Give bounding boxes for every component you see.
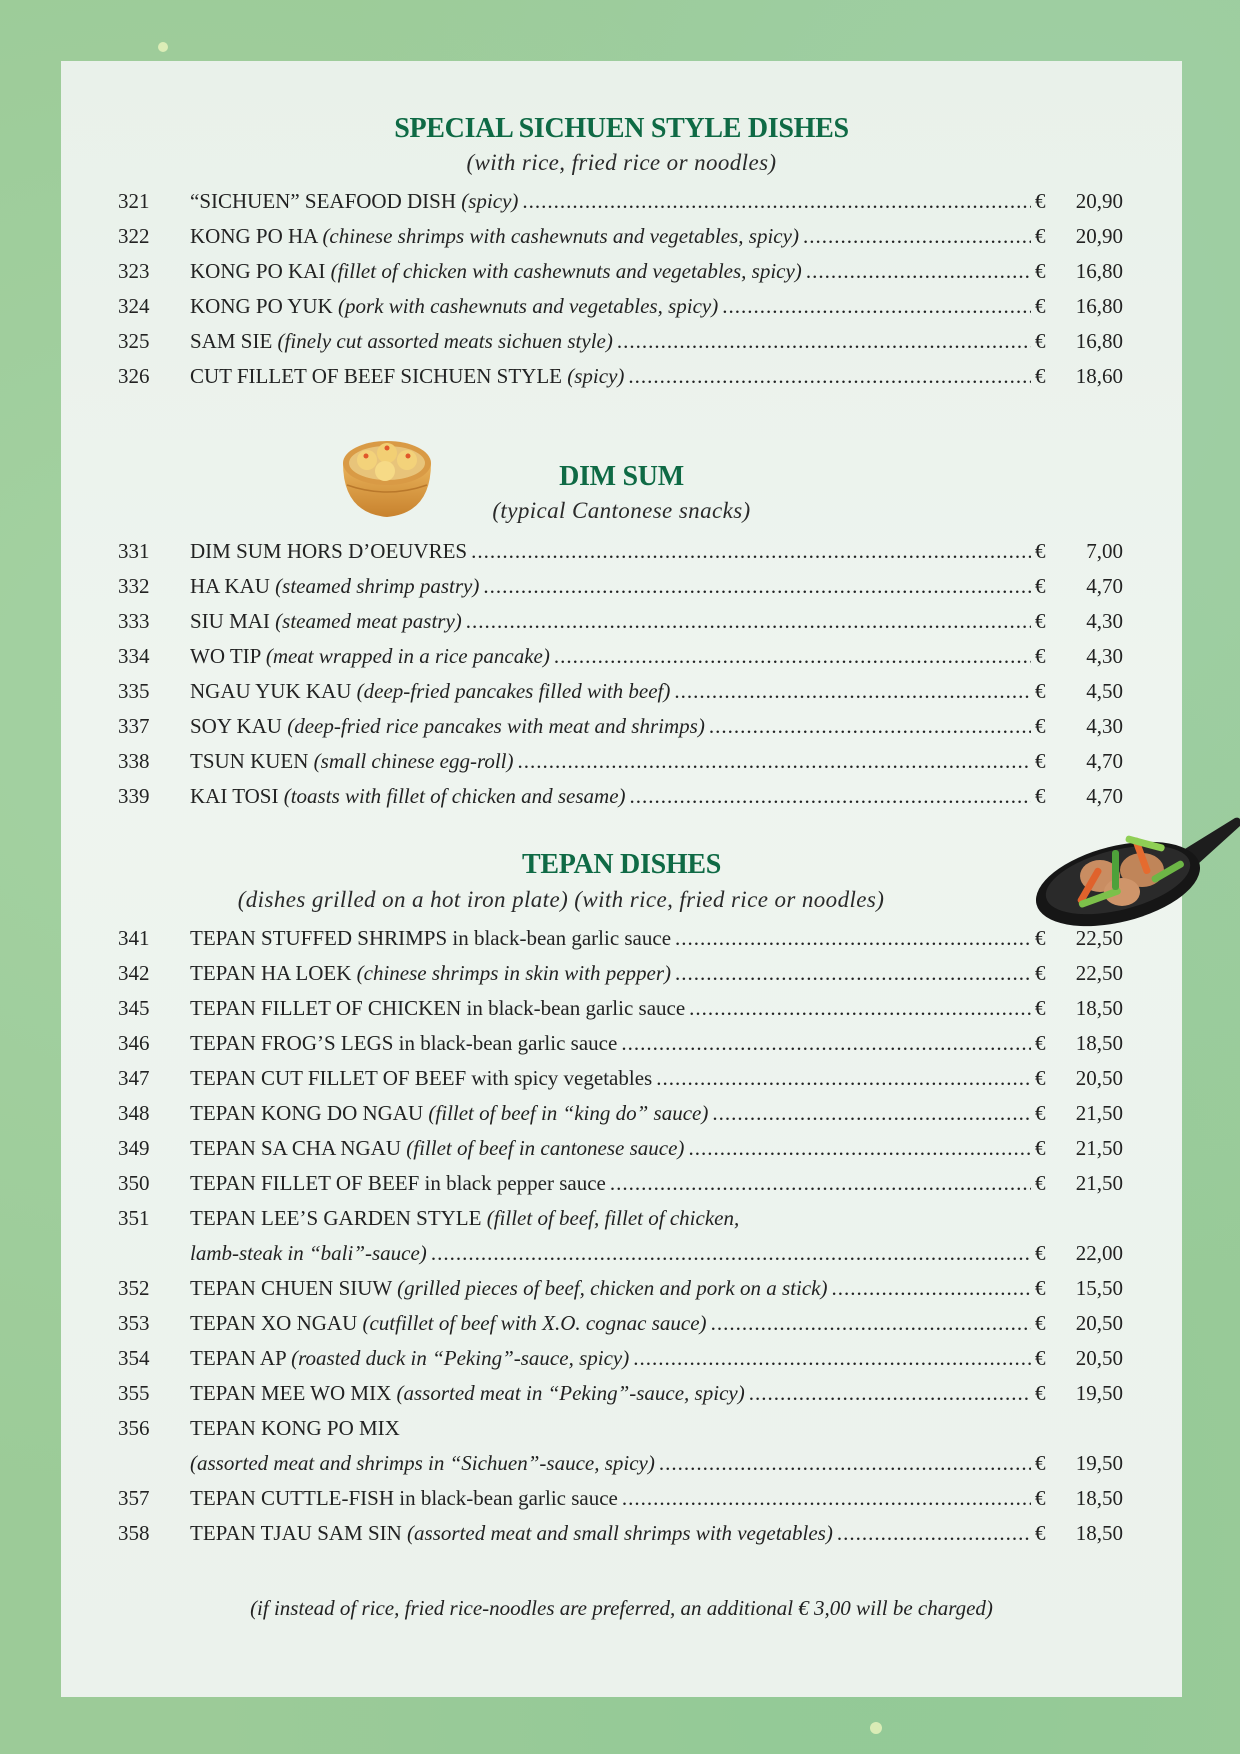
item-description: (assorted meat and small shrimps with vegetables) <box>407 1521 833 1545</box>
currency-symbol: € <box>1035 364 1046 388</box>
item-number: 355 <box>118 1381 150 1405</box>
item-price: 4,30 <box>1086 609 1123 633</box>
item-price: 16,80 <box>1075 259 1123 283</box>
currency-symbol: € <box>1035 1101 1046 1125</box>
item-price: 16,80 <box>1075 329 1123 353</box>
currency-symbol: € <box>1035 1486 1046 1510</box>
item-name: SIU MAI <box>190 609 270 633</box>
currency-symbol: € <box>1035 1171 1046 1195</box>
section-subtitle-sichuen: (with rice, fried rice or noodles) <box>466 150 777 175</box>
sizzling-skillet-icon <box>1030 812 1240 930</box>
item-name: KONG PO KAI <box>190 259 326 283</box>
item-number: 352 <box>118 1276 150 1300</box>
currency-symbol: € <box>1035 1066 1046 1090</box>
item-price: 21,50 <box>1075 1136 1123 1160</box>
leader-dots <box>466 609 1031 634</box>
menu-item <box>118 364 1123 394</box>
currency-symbol: € <box>1035 1031 1046 1055</box>
item-name: TEPAN XO NGAU <box>190 1311 358 1335</box>
leader-dots <box>675 926 1031 951</box>
item-number: 334 <box>118 644 150 668</box>
item-description: (steamed meat pastry) <box>275 609 462 633</box>
currency-symbol: € <box>1035 996 1046 1020</box>
currency-symbol: € <box>1035 539 1046 563</box>
item-name: SAM SIE <box>190 329 273 353</box>
currency-symbol: € <box>1035 679 1046 703</box>
leader-dots <box>610 1171 1031 1196</box>
item-description: (finely cut assorted meats sichuen style) <box>277 329 613 353</box>
currency-symbol: € <box>1035 294 1046 318</box>
menu-item-continuation <box>118 1451 1123 1481</box>
item-number: 341 <box>118 926 150 950</box>
leader-dots <box>659 1451 1031 1476</box>
item-description: (spicy) <box>567 364 625 388</box>
item-number: 326 <box>118 364 150 388</box>
item-price: 18,50 <box>1075 996 1123 1020</box>
item-name: TSUN KUEN <box>190 749 309 773</box>
item-number: 356 <box>118 1416 150 1440</box>
currency-symbol: € <box>1035 749 1046 773</box>
item-description: (assorted meat in “Peking”-sauce, spicy) <box>396 1381 745 1405</box>
item-description: (pork with cashewnuts and vegetables, spicy) <box>337 294 719 318</box>
menu-item <box>118 1381 1123 1411</box>
item-name: TEPAN HA LOEK <box>190 961 352 985</box>
leader-dots <box>431 1241 1031 1266</box>
item-number: 345 <box>118 996 150 1020</box>
item-price: 4,30 <box>1086 714 1123 738</box>
item-description: (meat wrapped in a rice pancake) <box>265 644 550 668</box>
item-price: 16,80 <box>1075 294 1123 318</box>
menu-item <box>118 784 1123 814</box>
currency-symbol: € <box>1035 1521 1046 1545</box>
item-number: 357 <box>118 1486 150 1510</box>
item-description: (fillet of beef in cantonese sauce) <box>406 1136 685 1160</box>
item-description: (spicy) <box>461 189 519 213</box>
currency-symbol: € <box>1035 574 1046 598</box>
leader-dots <box>837 1521 1031 1546</box>
menu-item <box>118 539 1123 569</box>
leader-dots <box>709 714 1031 739</box>
item-number: 323 <box>118 259 150 283</box>
item-description: (chinese shrimps with cashewnuts and vegetables, spicy) <box>322 224 799 248</box>
currency-symbol: € <box>1035 961 1046 985</box>
item-price: 20,90 <box>1075 224 1123 248</box>
menu-item <box>118 714 1123 744</box>
item-name: “SICHUEN” SEAFOOD DISH <box>190 189 456 213</box>
menu-item <box>118 926 1123 956</box>
menu-item <box>118 1101 1123 1131</box>
item-description-continued: lamb-steak in “bali”-sauce) <box>190 1241 427 1265</box>
leader-dots <box>711 1311 1031 1336</box>
item-name: KONG PO YUK <box>190 294 333 318</box>
item-number: 350 <box>118 1171 150 1195</box>
item-price: 20,50 <box>1075 1311 1123 1335</box>
decorative-dot <box>870 1722 882 1734</box>
item-number: 348 <box>118 1101 150 1125</box>
item-description-continued: (assorted meat and shrimps in “Sichuen”-sauce, spicy) <box>190 1451 655 1475</box>
item-description: (grilled pieces of beef, chicken and pork on a stick) <box>397 1276 828 1300</box>
currency-symbol: € <box>1035 1276 1046 1300</box>
item-price: 21,50 <box>1075 1101 1123 1125</box>
currency-symbol: € <box>1035 644 1046 668</box>
item-name: TEPAN FROG’S LEGS in black-bean garlic sauce <box>190 1031 618 1055</box>
item-name: TEPAN CUTTLE-FISH in black-bean garlic sauce <box>190 1486 618 1510</box>
leader-dots <box>518 749 1031 774</box>
item-price: 19,50 <box>1075 1451 1123 1475</box>
item-name: KONG PO HA <box>190 224 318 248</box>
leader-dots <box>617 329 1031 354</box>
item-number: 332 <box>118 574 150 598</box>
menu-item-continuation <box>118 1241 1123 1271</box>
leader-dots <box>471 539 1031 564</box>
item-name: CUT FILLET OF BEEF SICHUEN STYLE <box>190 364 562 388</box>
leader-dots <box>674 679 1031 704</box>
item-description: (roasted duck in “Peking”-sauce, spicy) <box>291 1346 630 1370</box>
item-name: TEPAN STUFFED SHRIMPS in black-bean garlic sauce <box>190 926 672 950</box>
leader-dots <box>633 1346 1031 1371</box>
menu-item <box>118 294 1123 324</box>
item-price: 4,50 <box>1086 679 1123 703</box>
menu-item <box>118 1276 1123 1306</box>
item-name: TEPAN KONG DO NGAU <box>190 1101 424 1125</box>
leader-dots <box>483 574 1031 599</box>
menu-item <box>118 644 1123 674</box>
item-price: 4,30 <box>1086 644 1123 668</box>
item-description: (steamed shrimp pastry) <box>275 574 480 598</box>
item-price: 4,70 <box>1086 784 1123 808</box>
item-number: 358 <box>118 1521 150 1545</box>
item-description: (toasts with fillet of chicken and sesame) <box>283 784 626 808</box>
item-number: 325 <box>118 329 150 353</box>
currency-symbol: € <box>1035 1451 1046 1475</box>
item-name: TEPAN CUT FILLET OF BEEF with spicy vegetables <box>190 1066 653 1090</box>
menu-item <box>118 1136 1123 1166</box>
item-description: (deep-fried rice pancakes with meat and shrimps) <box>287 714 705 738</box>
item-number: 321 <box>118 189 150 213</box>
item-price: 18,60 <box>1075 364 1123 388</box>
item-name: TEPAN FILLET OF BEEF in black pepper sauce <box>190 1171 606 1195</box>
decorative-dot <box>158 42 168 52</box>
currency-symbol: € <box>1035 189 1046 213</box>
item-name: TEPAN TJAU SAM SIN <box>190 1521 402 1545</box>
item-name: TEPAN SA CHA NGAU <box>190 1136 402 1160</box>
item-price: 15,50 <box>1075 1276 1123 1300</box>
leader-dots <box>656 1066 1031 1091</box>
item-description: (cutfillet of beef with X.O. cognac sauce) <box>362 1311 707 1335</box>
menu-item <box>118 1311 1123 1341</box>
item-name: TEPAN AP <box>190 1346 286 1370</box>
currency-symbol: € <box>1035 609 1046 633</box>
currency-symbol: € <box>1035 1241 1046 1265</box>
section-subtitle-tepan: (dishes grilled on a hot iron plate) (with rice, fried rice or noodles) <box>237 887 885 912</box>
item-price: 18,50 <box>1075 1521 1123 1545</box>
menu-item <box>118 1346 1123 1376</box>
item-number: 333 <box>118 609 150 633</box>
item-price: 22,00 <box>1075 1241 1123 1265</box>
section-title-sichuen: SPECIAL SICHUEN STYLE DISHES <box>394 113 849 144</box>
currency-symbol: € <box>1035 1346 1046 1370</box>
currency-symbol: € <box>1035 1136 1046 1160</box>
leader-dots <box>628 364 1031 389</box>
item-name: NGAU YUK KAU <box>190 679 352 703</box>
menu-item <box>118 574 1123 604</box>
item-price: 19,50 <box>1075 1381 1123 1405</box>
menu-item <box>118 749 1123 779</box>
leader-dots <box>675 961 1031 986</box>
item-name: DIM SUM HORS D’OEUVRES <box>190 539 468 563</box>
menu-item <box>118 679 1123 709</box>
menu-item <box>118 609 1123 639</box>
item-description: (fillet of beef, fillet of chicken, <box>486 1206 740 1230</box>
currency-symbol: € <box>1035 926 1046 950</box>
menu-item <box>118 961 1123 991</box>
menu-item <box>118 1066 1123 1096</box>
menu-item <box>118 189 1123 219</box>
currency-symbol: € <box>1035 1311 1046 1335</box>
menu-item <box>118 1416 1123 1446</box>
leader-dots <box>621 1031 1031 1056</box>
leader-dots <box>522 189 1031 214</box>
leader-dots <box>712 1101 1031 1126</box>
leader-dots <box>722 294 1031 319</box>
item-name: HA KAU <box>190 574 270 598</box>
leader-dots <box>689 996 1031 1021</box>
section-title-tepan: TEPAN DISHES <box>522 849 721 880</box>
item-name: TEPAN FILLET OF CHICKEN in black-bean garlic sauce <box>190 996 686 1020</box>
item-description: (small chinese egg-roll) <box>313 749 514 773</box>
item-price: 20,50 <box>1075 1346 1123 1370</box>
item-price: 7,00 <box>1086 539 1123 563</box>
item-price: 20,50 <box>1075 1066 1123 1090</box>
menu-item <box>118 329 1123 359</box>
item-number: 353 <box>118 1311 150 1335</box>
item-number: 338 <box>118 749 150 773</box>
footnote: (if instead of rice, fried rice-noodles are preferred, an additional € 3,00 will be charged) <box>250 1596 993 1620</box>
leader-dots <box>630 784 1031 809</box>
item-number: 349 <box>118 1136 150 1160</box>
section-subtitle-dim-sum: (typical Cantonese snacks) <box>492 498 751 523</box>
item-description: (fillet of chicken with cashewnuts and vegetables, spicy) <box>330 259 802 283</box>
item-number: 337 <box>118 714 150 738</box>
menu-item <box>118 259 1123 289</box>
item-name: KAI TOSI <box>190 784 279 808</box>
menu-item <box>118 996 1123 1026</box>
leader-dots <box>803 224 1031 249</box>
item-description: (fillet of beef in “king do” sauce) <box>428 1101 709 1125</box>
leader-dots <box>831 1276 1031 1301</box>
item-price: 20,90 <box>1075 189 1123 213</box>
item-name: SOY KAU <box>190 714 282 738</box>
leader-dots <box>622 1486 1031 1511</box>
item-number: 354 <box>118 1346 150 1370</box>
currency-symbol: € <box>1035 259 1046 283</box>
item-number: 339 <box>118 784 150 808</box>
item-name: TEPAN KONG PO MIX <box>190 1416 400 1440</box>
leader-dots <box>806 259 1031 284</box>
item-number: 351 <box>118 1206 150 1230</box>
currency-symbol: € <box>1035 714 1046 738</box>
item-number: 347 <box>118 1066 150 1090</box>
currency-symbol: € <box>1035 784 1046 808</box>
item-price: 4,70 <box>1086 574 1123 598</box>
menu-page <box>61 61 1182 1697</box>
menu-item <box>118 1521 1123 1551</box>
menu-item <box>118 1031 1123 1061</box>
menu-item <box>118 1206 1123 1236</box>
item-number: 322 <box>118 224 150 248</box>
item-number: 335 <box>118 679 150 703</box>
item-description: (deep-fried pancakes filled with beef) <box>356 679 671 703</box>
item-number: 331 <box>118 539 150 563</box>
item-price: 22,50 <box>1075 926 1123 950</box>
item-name: TEPAN CHUEN SIUW <box>190 1276 392 1300</box>
menu-item <box>118 1486 1123 1516</box>
menu-item <box>118 1171 1123 1201</box>
currency-symbol: € <box>1035 1381 1046 1405</box>
item-price: 4,70 <box>1086 749 1123 773</box>
item-price: 22,50 <box>1075 961 1123 985</box>
item-price: 18,50 <box>1075 1486 1123 1510</box>
item-price: 18,50 <box>1075 1031 1123 1055</box>
item-name: TEPAN LEE’S GARDEN STYLE <box>190 1206 482 1230</box>
currency-symbol: € <box>1035 224 1046 248</box>
currency-symbol: € <box>1035 329 1046 353</box>
menu-item <box>118 224 1123 254</box>
item-number: 342 <box>118 961 150 985</box>
section-title-dim-sum: DIM SUM <box>559 461 684 492</box>
item-number: 324 <box>118 294 150 318</box>
leader-dots <box>688 1136 1031 1161</box>
item-name: TEPAN MEE WO MIX <box>190 1381 392 1405</box>
item-description: (chinese shrimps in skin with pepper) <box>356 961 672 985</box>
leader-dots <box>749 1381 1031 1406</box>
item-name: WO TIP <box>190 644 261 668</box>
item-number: 346 <box>118 1031 150 1055</box>
item-price: 21,50 <box>1075 1171 1123 1195</box>
leader-dots <box>554 644 1031 669</box>
